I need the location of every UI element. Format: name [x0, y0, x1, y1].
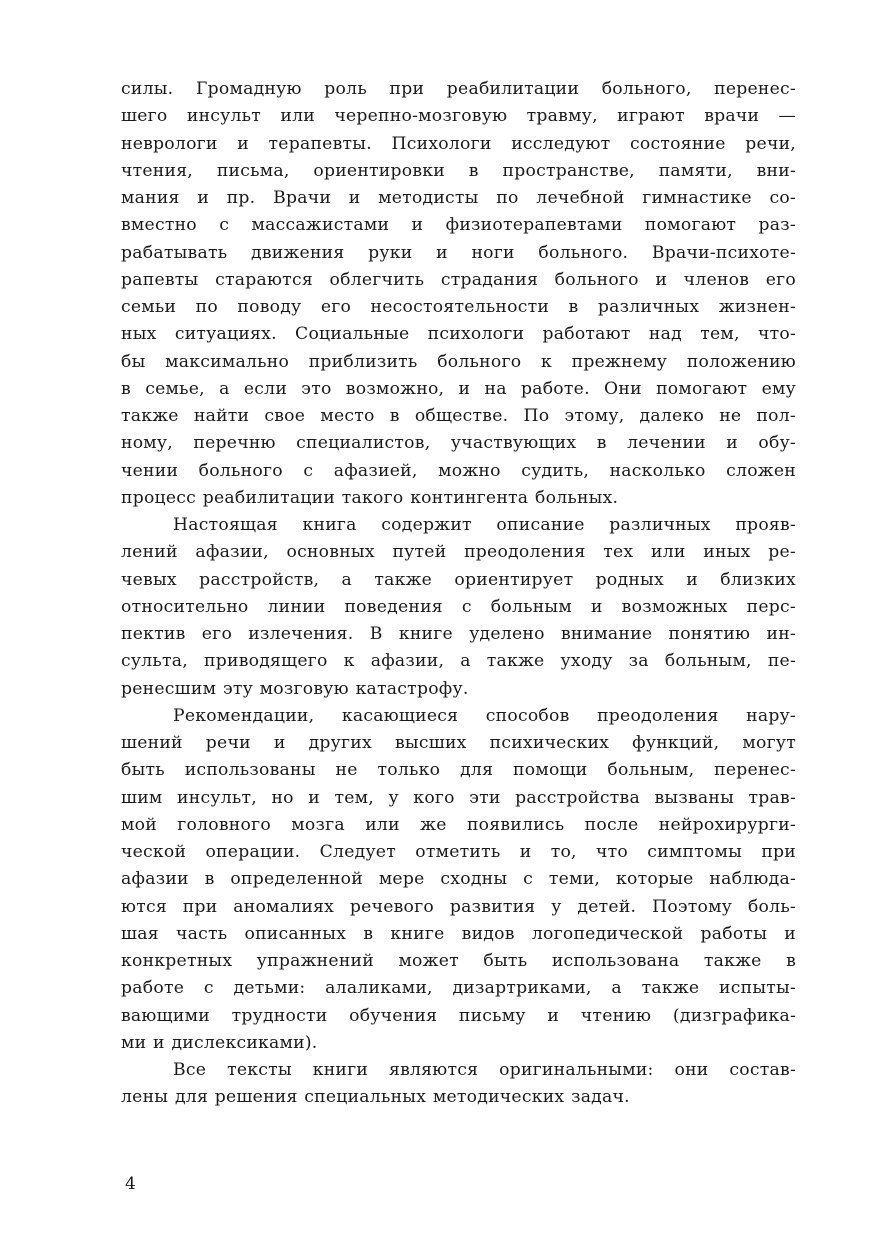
text-line: чтения, письма, ориентировки в пространстве, памяти, вни- — [121, 160, 796, 181]
text-line: ются при аномалиях речевого развития у детей. Поэтому боль- — [121, 896, 796, 917]
text-line: рабатывать движения руки и ноги больного. Врачи-психоте- — [121, 242, 796, 263]
text-line: шего инсульт или черепно-мозговую травму, играют врачи — — [121, 106, 796, 127]
text-line: Настоящая книга содержит описание различных прояв- — [173, 515, 796, 535]
text-line: семьи по поводу его несостоятельности в различных жизнен- — [121, 297, 796, 317]
text-line: Все тексты книги являются оригинальными: они состав- — [173, 1060, 796, 1080]
text-line: мой головного мозга или же появились после нейрохирурги- — [121, 814, 796, 835]
text-line: неврологи и терапевты. Психологи исследуют состояние речи, — [121, 133, 796, 154]
text-line: шений речи и других высших психических функций, могут — [121, 733, 796, 753]
text-line: силы. Громадную роль при реабилитации больного, перенес- — [121, 79, 796, 99]
text-line: ренесшим эту мозговую катастрофу. — [121, 678, 469, 699]
text-line: бы максимально приблизить больного к прежнему положению — [121, 351, 796, 372]
text-line: лены для решения специальных методических задач. — [121, 1087, 630, 1108]
text-line: вместно с массажистами и физиотерапевтами помогают раз- — [121, 215, 796, 236]
page-number: 4 — [125, 1174, 136, 1194]
text-line: ному, перечню специалистов, участвующих в лечении и обу- — [121, 433, 796, 454]
text-line: в семье, а если это возможно, и на работе. Они помогают ему — [121, 378, 796, 399]
text-line: конкретных упражнений может быть использована также в — [121, 951, 796, 971]
text-line: относительно линии поведения с больным и возможных перс- — [121, 596, 796, 617]
text-line: ческой операции. Следует отметить и то, что симптомы при — [121, 842, 796, 862]
text-line: лений афазии, основных путей преодоления тех или иных ре- — [121, 542, 796, 563]
text-line: также найти свое место в обществе. По этому, далеко не пол- — [121, 406, 796, 426]
text-line: мания и пр. Врачи и методисты по лечебной гимнастике со- — [121, 188, 796, 208]
text-line: ных ситуациях. Социальные психологи работают над тем, что- — [121, 324, 796, 345]
text-line: шая часть описанных в книге видов логопедической работы и — [121, 923, 796, 944]
text-line: процесс реабилитации такого контингента больных. — [121, 487, 619, 508]
text-line: Рекомендации, касающиеся способов преодоления нару- — [173, 705, 796, 726]
text-line: чении больного с афазией, можно судить, насколько сложен — [121, 460, 796, 481]
text-line: ми и дислексиками). — [121, 1032, 318, 1053]
text-line: пектив его излечения. В книге уделено внимание понятию ин- — [121, 624, 796, 644]
text-line: рапевты стараются облегчить страдания больного и членов его — [121, 269, 796, 290]
text-line: афазии в определенной мере сходны с теми, которые наблюда- — [121, 869, 796, 890]
text-line: вающими трудности обучения письму и чтению (дизграфика- — [121, 1005, 796, 1026]
text-line: быть использованы не только для помощи больным, перенес- — [121, 760, 796, 781]
page-body — [121, 76, 796, 1112]
text-line: шим инсульт, но и тем, у кого эти расстройства вызваны трав- — [121, 787, 796, 808]
text-line: чевых расстройств, а также ориентирует родных и близких — [121, 569, 796, 590]
text-line: работе с детьми: алаликами, дизартриками, а также испыты- — [121, 978, 796, 999]
text-line: сульта, приводящего к афазии, а также уходу за больным, пе- — [121, 651, 796, 672]
